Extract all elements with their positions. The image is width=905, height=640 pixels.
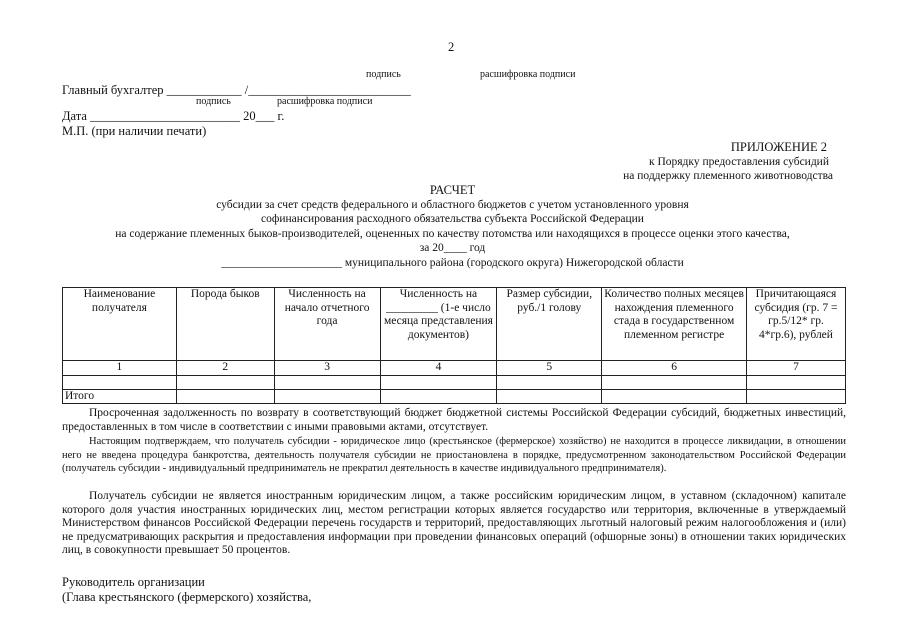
table-header-row (63, 288, 846, 361)
signature-head-line-1: Руководитель организации (62, 575, 205, 589)
table-cell (176, 389, 274, 404)
stamp-line: М.П. (при наличии печати) (62, 124, 207, 138)
decoding-caption-top: расшифровка подписи (480, 69, 576, 80)
col-header-breed: Порода быков (176, 288, 274, 361)
col-header-count-start: Численность на начало отчетного года (274, 288, 380, 361)
paragraph-foreign (62, 490, 846, 558)
signature-caption-top: подпись (366, 69, 401, 80)
date-line: Дата ________________________ 20___ г. (62, 109, 285, 123)
document-title: РАСЧЕТ (429, 183, 476, 197)
paragraph-debt (62, 407, 846, 434)
col-number: 1 (63, 361, 177, 376)
paragraph-confirmation (62, 435, 846, 476)
table-cell (63, 375, 177, 389)
heading-line-1: субсидии за счет средств федерального и областного бюджетов с учетом установленного уровня (216, 199, 689, 211)
col-number: 5 (497, 361, 602, 376)
table-cell (380, 389, 497, 404)
col-number: 7 (746, 361, 845, 376)
table-cell (746, 375, 845, 389)
table-cell (176, 375, 274, 389)
total-label: Итого (63, 389, 177, 404)
table-number-row (63, 361, 846, 376)
signature-head-line-2: (Глава крестьянского (фермерского) хозяйства, (62, 590, 312, 604)
page-number: 2 (448, 40, 455, 54)
appendix-line-2: на поддержку племенного животноводства (623, 170, 833, 182)
subsidy-table (62, 287, 846, 404)
col-header-rate: Размер субсидии, руб./1 голову (497, 288, 602, 361)
chief-accountant-line: Главный бухгалтер ____________ /__________________________ (62, 83, 411, 97)
heading-line-2: софинансирования расходного обязательства субъекта Российской Федерации (261, 213, 644, 225)
heading-line-4: за 20____ год (419, 242, 486, 254)
table-cell (497, 389, 602, 404)
heading-line-3: на содержание племенных быков-производителей, оцененных по качеству потомства или находящихся в процессе оценки этого качества, (115, 228, 790, 240)
accountant-signature-caption: подпись (196, 96, 231, 107)
col-number: 2 (176, 361, 274, 376)
col-header-recipient: Наименование получателя (63, 288, 177, 361)
table-cell (274, 375, 380, 389)
col-header-months: Количество полных месяцев нахождения племенного стада в государственном племенном регистре (602, 288, 747, 361)
accountant-decoding-caption: расшифровка подписи (277, 96, 373, 107)
paragraph-confirmation-text: Настоящим подтверждаем, что получатель субсидии - юридическое лицо (крестьянское (фермерское) хозяйство) не находится в процессе ликвидации, в отношении него не введена процедура банкротства, деятельность получателя субсидии не приостановлена в порядке, предусмотренном законодательством Российской Федерации (получатель субсидии - индивидуальный предприниматель не прекратил деятельность в качестве индивидуального предпринимателя). (62, 436, 846, 475)
table-total-row (63, 389, 846, 404)
col-number: 4 (380, 361, 497, 376)
table-cell (274, 389, 380, 404)
table-cell (380, 375, 497, 389)
table-cell (746, 389, 845, 404)
appendix-title: ПРИЛОЖЕНИЕ 2 (730, 140, 827, 154)
paragraph-foreign-text: Получатель субсидии не является иностранным юридическим лицом, а также российским юридическим лицом, в уставном (складочном) капитале которого доля участия иностранных юридических лиц, местом регистрации которых является государство или территория, включенные в утверждаемый Министерством финансов Российской Федерации перечень государств и территорий, предоставляющих льготный налоговый режим налогообложения и (или) не предусматривающих раскрытия и предоставления информации при проведении финансовых операций (офшорные зоны) в отношении таких юридических лиц, в совокупности превышает 50 процентов. (62, 490, 846, 557)
col-header-amount: Причитающаяся субсидия (гр. 7 = гр.5/12* гр. 4*гр.6), рублей (746, 288, 845, 361)
table-cell (602, 389, 747, 404)
col-number: 3 (274, 361, 380, 376)
table-cell (602, 375, 747, 389)
appendix-line-1: к Порядку предоставления субсидий (649, 156, 829, 168)
col-number: 6 (602, 361, 747, 376)
col-header-count-current: Численность на _________ (1-е число месяца представления документов) (380, 288, 497, 361)
table-row (63, 375, 846, 389)
paragraph-debt-text: Просроченная задолженность по возврату в соответствующий бюджет бюджетной системы Российской Федерации субсидий, бюджетных инвестиций, предоставленных в том числе в соответствии с иными правовыми актами, отсутствует. (62, 407, 846, 433)
heading-line-5: _____________________ муниципального района (городского округа) Нижегородской области (221, 257, 684, 269)
table-cell (497, 375, 602, 389)
